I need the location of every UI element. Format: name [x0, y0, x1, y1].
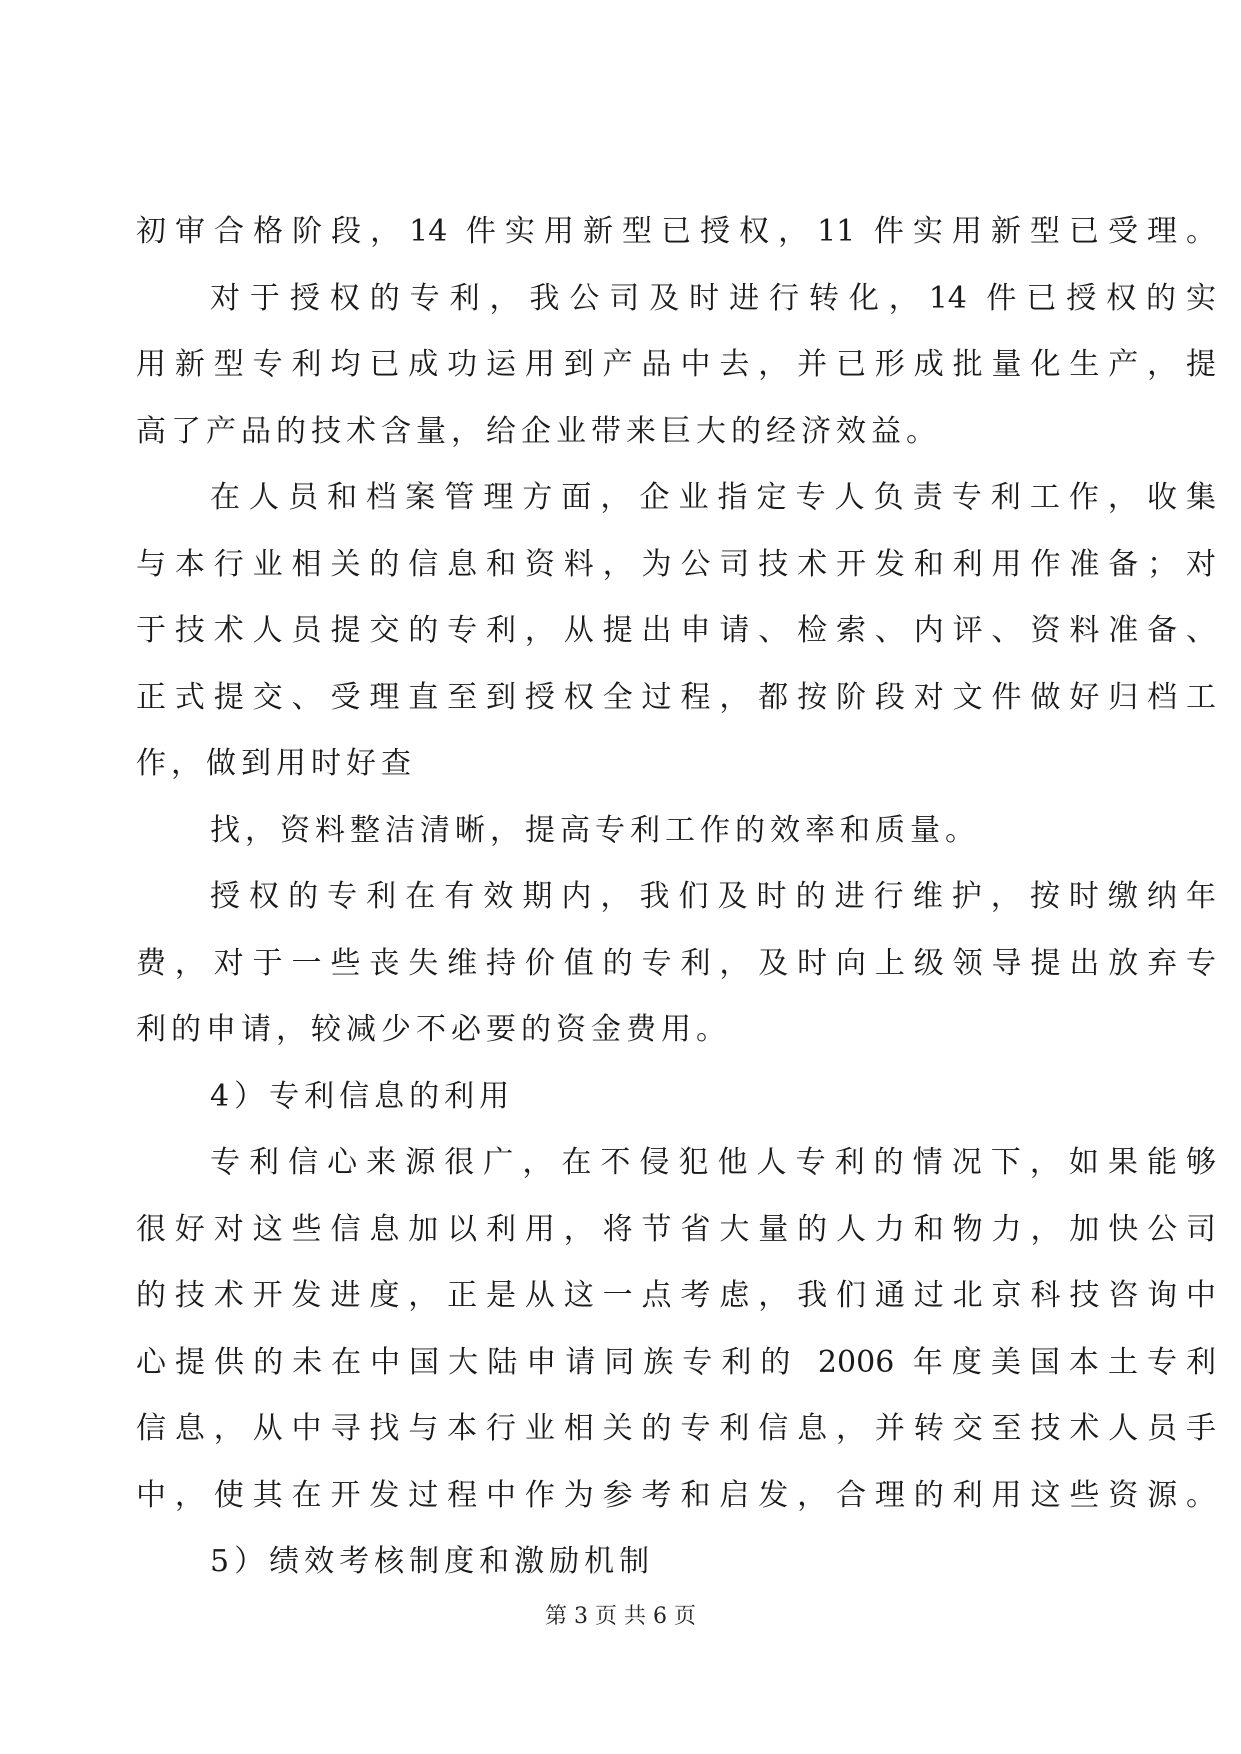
paragraph-line: 初审合格阶段，14 件实用新型已授权，11 件实用新型已受理。	[136, 214, 1216, 249]
paragraph-line: 对于授权的专利，我公司及时进行转化，14 件已授权的实	[210, 281, 1216, 316]
paragraph-line: 在人员和档案管理方面，企业指定专人负责专利工作，收集	[210, 480, 1216, 515]
paragraph-line: 信息，从中寻找与本行业相关的专利信息，并转交至技术人员手	[136, 1411, 1216, 1446]
section-heading: 5）绩效考核制度和激励机制	[210, 1544, 655, 1579]
paragraph-line: 利的申请，较减少不必要的资金费用。	[136, 1012, 731, 1047]
paragraph-line: 找，资料整洁清晰，提高专利工作的效率和质量。	[210, 813, 980, 848]
paragraph-line: 于技术人员提交的专利，从提出申请、检索、内评、资料准备、	[136, 613, 1216, 648]
paragraph-line: 授权的专利在有效期内，我们及时的进行维护，按时缴纳年	[210, 879, 1216, 914]
section-heading: 4）专利信息的利用	[210, 1079, 515, 1114]
paragraph-line: 作，做到用时好查	[136, 746, 416, 781]
paragraph-line: 与本行业相关的信息和资料，为公司技术开发和利用作准备；对	[136, 547, 1216, 582]
paragraph-line: 的技术开发进度，正是从这一点考虑，我们通过北京科技咨询中	[136, 1278, 1216, 1313]
paragraph-line: 专利信心来源很广，在不侵犯他人专利的情况下，如果能够	[210, 1145, 1216, 1180]
paragraph-line: 用新型专利均已成功运用到产品中去，并已形成批量化生产，提	[136, 347, 1216, 382]
paragraph-line: 很好对这些信息加以利用，将节省大量的人力和物力，加快公司	[136, 1212, 1216, 1247]
page-footer: 第 3 页 共 6 页	[545, 1604, 696, 1629]
paragraph-line: 心提供的未在中国大陆申请同族专利的 2006 年度美国本土专利	[136, 1345, 1216, 1380]
paragraph-line: 正式提交、受理直至到授权全过程，都按阶段对文件做好归档工	[136, 680, 1216, 715]
paragraph-line: 中，使其在开发过程中作为参考和启发，合理的利用这些资源。	[136, 1478, 1216, 1513]
paragraph-line: 高了产品的技术含量，给企业带来巨大的经济效益。	[136, 414, 941, 449]
paragraph-line: 费，对于一些丧失维持价值的专利，及时向上级领导提出放弃专	[136, 946, 1216, 981]
